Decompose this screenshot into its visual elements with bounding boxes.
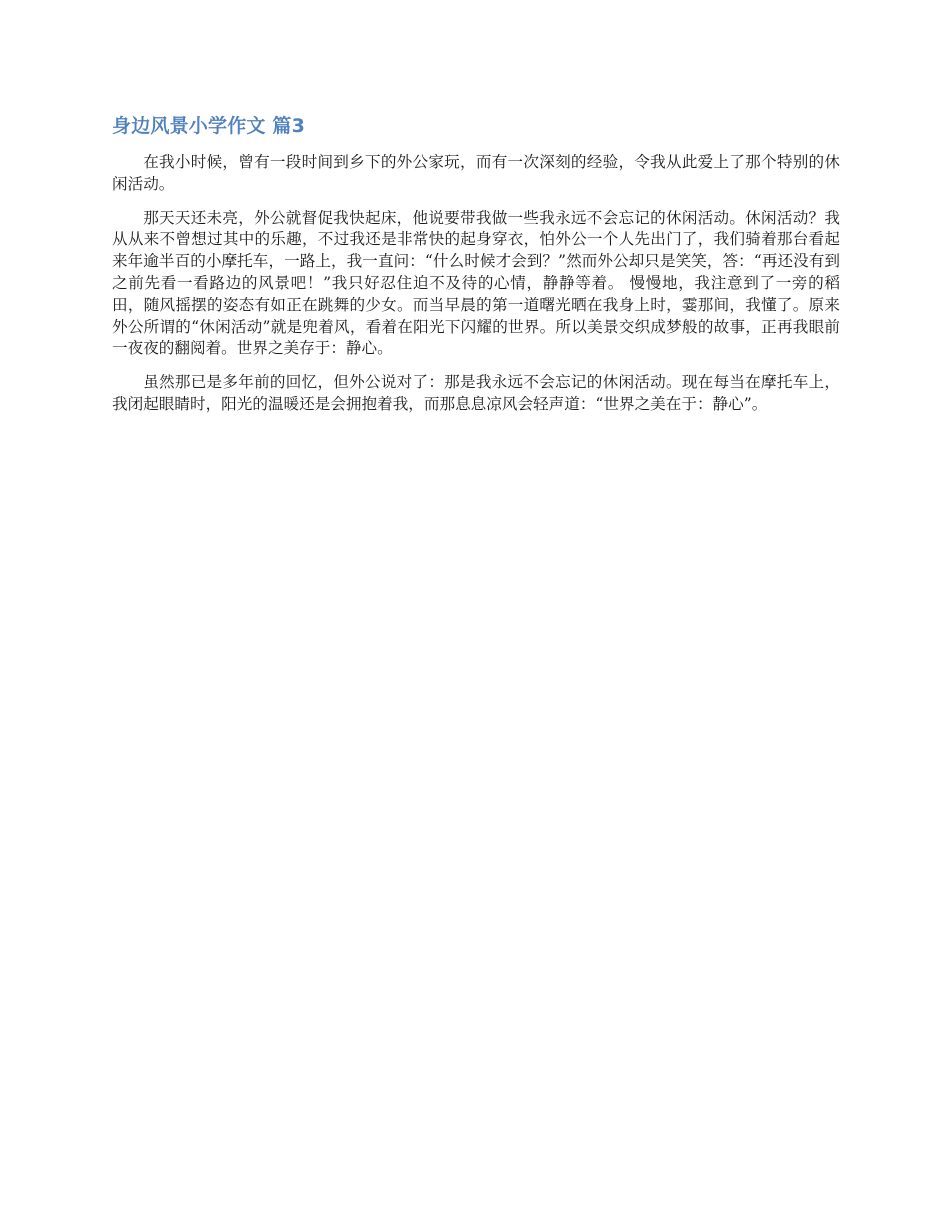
paragraph: 虽然那已是多年前的回忆，但外公说对了：那是我永远不会忘记的休闲活动。现在每当在摩托车上，我闭起眼睛时，阳光的温暖还是会拥抱着我，而那息息凉风会轻声道：“世界之美在于：静心”。 <box>112 373 840 413</box>
paragraph: 那天天还未亮，外公就督促我快起床，他说要带我做一些我永远不会忘记的休闲活动。休闲活动？我从从来不曾想过其中的乐趣，不过我还是非常快的起身穿衣，怕外公一个人先出门了，我们骑着那台看起来年逾半百的小摩托车，一路上，我一直问：“什么时候才会到？”然而外公却只是笑笑，答：“再还没有到之前先看一看路边的风景吧！”我只好忍住迫不及待的心情，静静等着。 慢慢地，我注意到了一旁的稻田，随风摇摆的姿态有如正在跳舞的少女。而当早晨的第一道曙光晒在我身上时，霎那间，我懂了。原来外公所谓的“休闲活动”就是兜着风，看着在阳光下闪耀的世界。所以美景交织成梦般的故事，正再我眼前一夜夜的翻阅着。世界之美存于：静心。 <box>112 208 840 358</box>
paragraph: 在我小时候，曾有一段时间到乡下的外公家玩，而有一次深刻的经验，令我从此爱上了那个特别的休闲活动。 <box>112 153 840 193</box>
document-title: 身边风景小学作文 篇3 <box>112 115 306 137</box>
document-content <box>112 112 840 428</box>
